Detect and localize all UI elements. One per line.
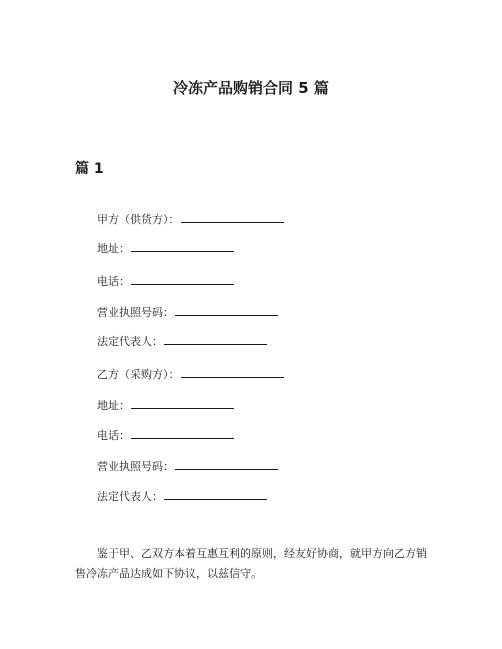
fill-in-blank — [181, 366, 284, 378]
section-heading: 篇 1 — [75, 161, 104, 177]
party-a-phone-field — [97, 273, 234, 289]
party-b-name-field — [97, 366, 284, 382]
fill-in-blank — [164, 488, 267, 500]
party-b-representative-field — [97, 488, 267, 504]
fill-in-blank — [131, 427, 234, 439]
intro-paragraph: 鉴于甲、乙双方本着互惠互利的原则，经友好协商，就甲方向乙方销售冷冻产品达成如下协议，以兹信守。 — [75, 547, 427, 580]
party-b-address-field — [97, 397, 234, 413]
field-label: 地址： — [97, 399, 130, 412]
field-label: 法定代表人： — [97, 335, 163, 348]
field-label: 电话： — [97, 429, 130, 442]
fill-in-blank — [164, 333, 267, 345]
fill-in-blank — [131, 240, 234, 252]
field-label: 营业执照号码： — [97, 306, 174, 319]
party-a-license-field — [97, 304, 278, 320]
fill-in-blank — [175, 458, 278, 470]
field-label: 法定代表人： — [97, 490, 163, 503]
party-a-name-field — [97, 211, 284, 227]
field-label: 地址： — [97, 242, 130, 255]
document-title: 冷冻产品购销合同 5 篇 — [173, 79, 329, 97]
fill-in-blank — [131, 273, 234, 285]
fill-in-blank — [181, 211, 284, 223]
party-a-representative-field — [97, 333, 267, 349]
party-b-phone-field — [97, 427, 234, 443]
field-label: 电话： — [97, 275, 130, 288]
fill-in-blank — [131, 397, 234, 409]
party-b-license-field — [97, 458, 278, 474]
field-label: 营业执照号码： — [97, 460, 174, 473]
party-a-address-field — [97, 240, 234, 256]
field-label: 乙方（采购方）： — [97, 368, 180, 381]
field-label: 甲方（供货方）： — [97, 213, 180, 226]
fill-in-blank — [175, 304, 278, 316]
